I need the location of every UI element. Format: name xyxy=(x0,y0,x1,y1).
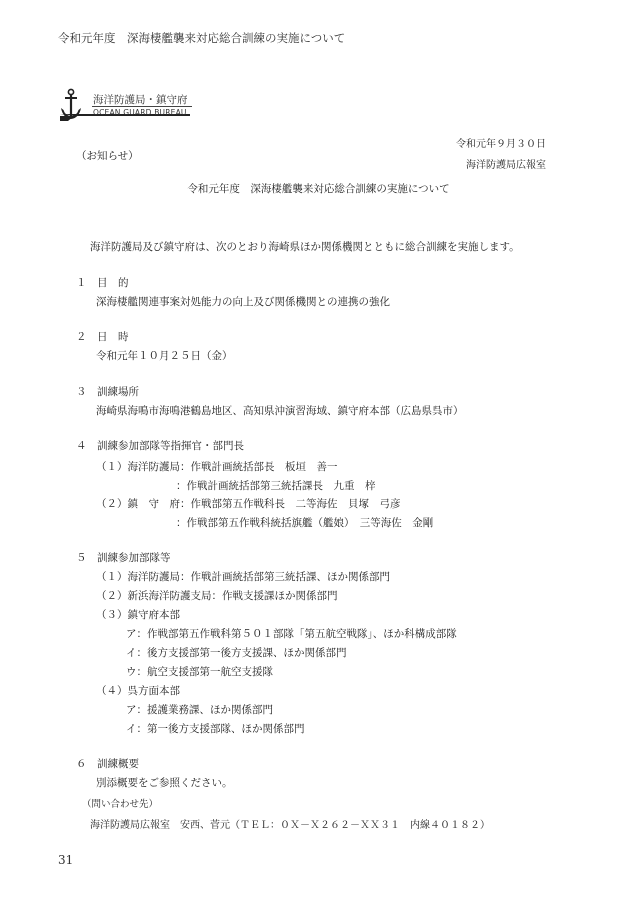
section-5-line-3a: ア：作戦部第五作戦科第５０１部隊「第五航空戦隊」、ほか科構成部隊 xyxy=(126,628,457,640)
running-header: 令和元年度 深海棲艦襲来対応総合訓練の実施について xyxy=(58,31,346,45)
issuer: 海洋防護局広報室 xyxy=(466,160,546,171)
section-5-line-2: （２）新浜海洋防護支局：作戦支援課ほか関係部門 xyxy=(96,590,338,602)
section-4-line-2: ：作戦計画統括部第三統括課長 九重 梓 xyxy=(176,480,376,492)
section-4-line-4: ：作戦部第五作戦科統括旗艦（艦娘） 三等海佐 金剛 xyxy=(176,517,434,529)
logo-name-en: OCEAN GUARD BUREAU xyxy=(93,108,187,117)
issue-date: 令和元年９月３０日 xyxy=(456,139,546,150)
section-4-line-1: （１）海洋防護局：作戦計画統括部長 板垣 善一 xyxy=(96,461,338,473)
section-3-body: 海崎県海鳴市海鳴港鶴島地区、高知県沖演習海域、鎮守府本部（広島県呉市） xyxy=(96,405,464,417)
section-6-body: 別添概要をご参照ください。 xyxy=(96,777,233,789)
page-number: 31 xyxy=(58,853,74,867)
section-5-line-3: （３）鎮守府本部 xyxy=(96,609,180,621)
section-1-heading: １ 目 的 xyxy=(76,277,129,289)
section-3-heading: ３ 訓練場所 xyxy=(76,386,139,398)
document-title: 令和元年度 深海棲艦襲来対応総合訓練の実施について xyxy=(187,183,450,195)
section-5-line-4a: ア：援護業務課、ほか関係部門 xyxy=(126,704,273,716)
section-5-line-1: （１）海洋防護局：作戦計画統括部第三統括課、ほか関係部門 xyxy=(96,571,390,583)
section-5-line-4: （４）呉方面本部 xyxy=(96,685,180,697)
section-2-body: 令和元年１０月２５日（金） xyxy=(96,350,233,362)
section-4-line-3: （２）鎮 守 府：作戦部第五作戦科長 二等海佐 貝塚 弓彦 xyxy=(96,498,401,510)
section-5-line-3c: ウ：航空支援部第一航空支援隊 xyxy=(126,666,273,678)
lead-paragraph: 海洋防護局及び鎮守府は、次のとおり海崎県ほか関係機関とともに総合訓練を実施します。 xyxy=(90,241,520,253)
section-4-heading: ４ 訓練参加部隊等指揮官・部門長 xyxy=(76,440,244,452)
contact-label: （問い合わせ先） xyxy=(82,799,159,810)
logo-divider xyxy=(92,106,192,107)
section-2-heading: ２ 日 時 xyxy=(76,331,129,343)
contact-body: 海洋防護局広報室 安西、菅元（ＴＥＬ：０Ｘ－Ｘ２６２－ＸＸ３１ 内線４０１８２） xyxy=(90,820,490,831)
section-5-line-4b: イ：第一後方支援部隊、ほか関係部門 xyxy=(126,723,305,735)
section-1-body: 深海棲艦関連事案対処能力の向上及び関係機関との連携の強化 xyxy=(96,296,390,308)
section-5-line-3b: イ：後方支援部第一後方支援課、ほか関係部門 xyxy=(126,647,347,659)
section-5-heading: ５ 訓練参加部隊等 xyxy=(76,552,171,564)
section-6-heading: ６ 訓練概要 xyxy=(76,758,139,770)
notice-label: （お知らせ） xyxy=(76,150,139,162)
logo-name-jp: 海洋防護局・鎮守府 xyxy=(93,94,188,106)
